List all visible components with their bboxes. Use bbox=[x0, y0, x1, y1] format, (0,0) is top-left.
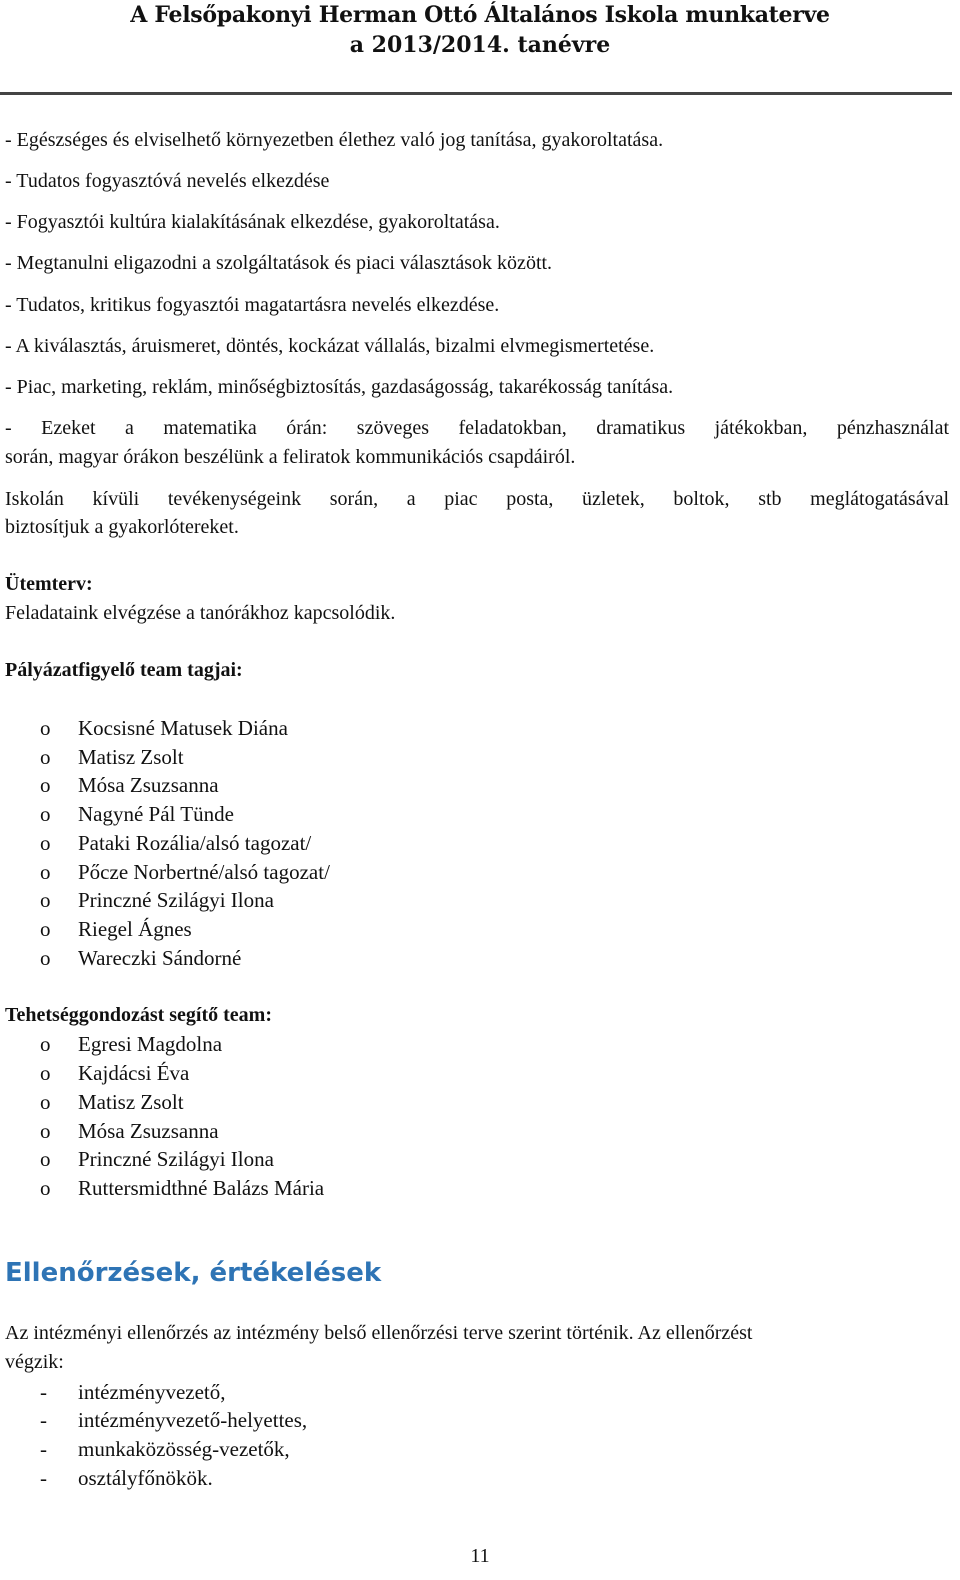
bullet-marker: o bbox=[40, 917, 51, 941]
bullet-marker: - bbox=[40, 1466, 47, 1490]
list-item bbox=[40, 1176, 324, 1201]
bullet-marker: o bbox=[40, 1147, 51, 1171]
bullet-marker: o bbox=[40, 716, 51, 740]
list-item bbox=[40, 802, 234, 827]
bullet-marker: - bbox=[40, 1437, 47, 1461]
list-item bbox=[40, 1437, 290, 1462]
member-name: Princzné Szilágyi Ilona bbox=[78, 888, 274, 912]
list-item bbox=[40, 917, 192, 942]
intro-line: - Tudatos, kritikus fogyasztói magatartásra nevelés elkezdése. bbox=[5, 294, 500, 316]
member-name: Pőcze Norbertné/alsó tagozat/ bbox=[78, 860, 330, 884]
bullet-marker: o bbox=[40, 802, 51, 826]
member-name: Wareczki Sándorné bbox=[78, 946, 242, 970]
list-item bbox=[40, 1032, 222, 1057]
bullet-marker: o bbox=[40, 860, 51, 884]
bullet-marker: o bbox=[40, 946, 51, 970]
bullet-marker: o bbox=[40, 1090, 51, 1114]
para-ezeket-line2: során, magyar órákon beszélünk a feliratok kommunikációs csapdáiról. bbox=[5, 446, 576, 468]
member-name: Kajdácsi Éva bbox=[78, 1061, 190, 1085]
member-name: Mósa Zsuzsanna bbox=[78, 1119, 219, 1143]
section-title-ellenorzes: Ellenőrzések, értékelések bbox=[5, 1258, 382, 1288]
list-item bbox=[40, 1119, 219, 1144]
palyazat-team-heading: Pályázatfigyelő team tagjai: bbox=[5, 659, 243, 681]
intro-line: - Fogyasztói kultúra kialakításának elkezdése, gyakoroltatása. bbox=[5, 211, 500, 233]
member-name: Mósa Zsuzsanna bbox=[78, 773, 219, 797]
list-item bbox=[40, 860, 330, 885]
member-name: Pataki Rozália/alsó tagozat/ bbox=[78, 831, 312, 855]
list-item-text: munkaközösség-vezetők, bbox=[78, 1437, 290, 1461]
bullet-marker: - bbox=[40, 1408, 47, 1432]
intro-line: - A kiválasztás, áruismeret, döntés, kockázat vállalás, bizalmi elvmegismertetése. bbox=[5, 335, 655, 357]
bullet-marker: o bbox=[40, 888, 51, 912]
list-item bbox=[40, 831, 311, 856]
member-name: Riegel Ágnes bbox=[78, 917, 192, 941]
member-name: Matisz Zsolt bbox=[78, 1090, 184, 1114]
member-name: Ruttersmidthné Balázs Mária bbox=[78, 1176, 325, 1200]
bullet-marker: - bbox=[40, 1380, 47, 1404]
ellenorzes-para-line1: Az intézményi ellenőrzés az intézmény belső ellenőrzési terve szerint történik. Az ellenőrzést bbox=[5, 1322, 753, 1344]
member-name: Nagyné Pál Tünde bbox=[78, 802, 234, 826]
member-name: Princzné Szilágyi Ilona bbox=[78, 1147, 274, 1171]
member-name: Egresi Magdolna bbox=[78, 1032, 223, 1056]
bullet-marker: o bbox=[40, 773, 51, 797]
bullet-marker: o bbox=[40, 745, 51, 769]
list-item-text: intézményvezető, bbox=[78, 1380, 226, 1404]
list-item bbox=[40, 1090, 184, 1115]
bullet-marker: o bbox=[40, 1119, 51, 1143]
intro-line: - Megtanulni eligazodni a szolgáltatások és piaci választások között. bbox=[5, 252, 553, 274]
para-ezeket-line1: - Ezeket a matematika órán: szöveges feladatokban, dramatikus játékokban, pénzhasználat bbox=[5, 417, 949, 439]
list-item bbox=[40, 946, 241, 971]
list-item bbox=[40, 1408, 307, 1433]
list-item bbox=[40, 1061, 189, 1086]
page-number: 11 bbox=[470, 1545, 490, 1567]
list-item-text: intézményvezető-helyettes, bbox=[78, 1408, 308, 1432]
tehetseg-team-heading: Tehetséggondozást segítő team: bbox=[5, 1004, 273, 1026]
para-iskolan-line2: biztosítjuk a gyakorlótereket. bbox=[5, 516, 239, 538]
list-item-text: osztályfőnökök. bbox=[78, 1466, 213, 1490]
list-item bbox=[40, 745, 184, 770]
list-item bbox=[40, 773, 219, 798]
bullet-marker: o bbox=[40, 1176, 51, 1200]
member-name: Kocsisné Matusek Diána bbox=[78, 716, 288, 740]
list-item bbox=[40, 888, 274, 913]
list-item bbox=[40, 1466, 213, 1491]
bullet-marker: o bbox=[40, 1061, 51, 1085]
ellenorzes-para-line2: végzik: bbox=[5, 1351, 64, 1373]
utemterv-text: Feladataink elvégzése a tanórákhoz kapcsolódik. bbox=[5, 602, 396, 624]
list-item bbox=[40, 1380, 226, 1405]
bullet-marker: o bbox=[40, 831, 51, 855]
list-item bbox=[40, 716, 288, 741]
para-iskolan-line1: Iskolán kívüli tevékenységeink során, a piac posta, üzletek, boltok, stb meglátogatásával bbox=[5, 488, 949, 510]
list-item bbox=[40, 1147, 274, 1172]
bullet-marker: o bbox=[40, 1032, 51, 1056]
utemterv-heading: Ütemterv: bbox=[5, 573, 93, 595]
intro-line: - Egészséges és elviselhető környezetben élethez való jog tanítása, gyakoroltatása. bbox=[5, 129, 664, 151]
member-name: Matisz Zsolt bbox=[78, 745, 184, 769]
intro-line: - Piac, marketing, reklám, minőségbiztosítás, gazdaságosság, takarékosság tanítása. bbox=[5, 376, 674, 398]
intro-line: - Tudatos fogyasztóvá nevelés elkezdése bbox=[5, 170, 330, 192]
header-divider bbox=[0, 92, 952, 95]
header-title-line1: A Felsőpakonyi Herman Ottó Általános Iskola munkaterve bbox=[130, 2, 830, 28]
header-title-line2: a 2013/2014. tanévre bbox=[349, 32, 611, 58]
